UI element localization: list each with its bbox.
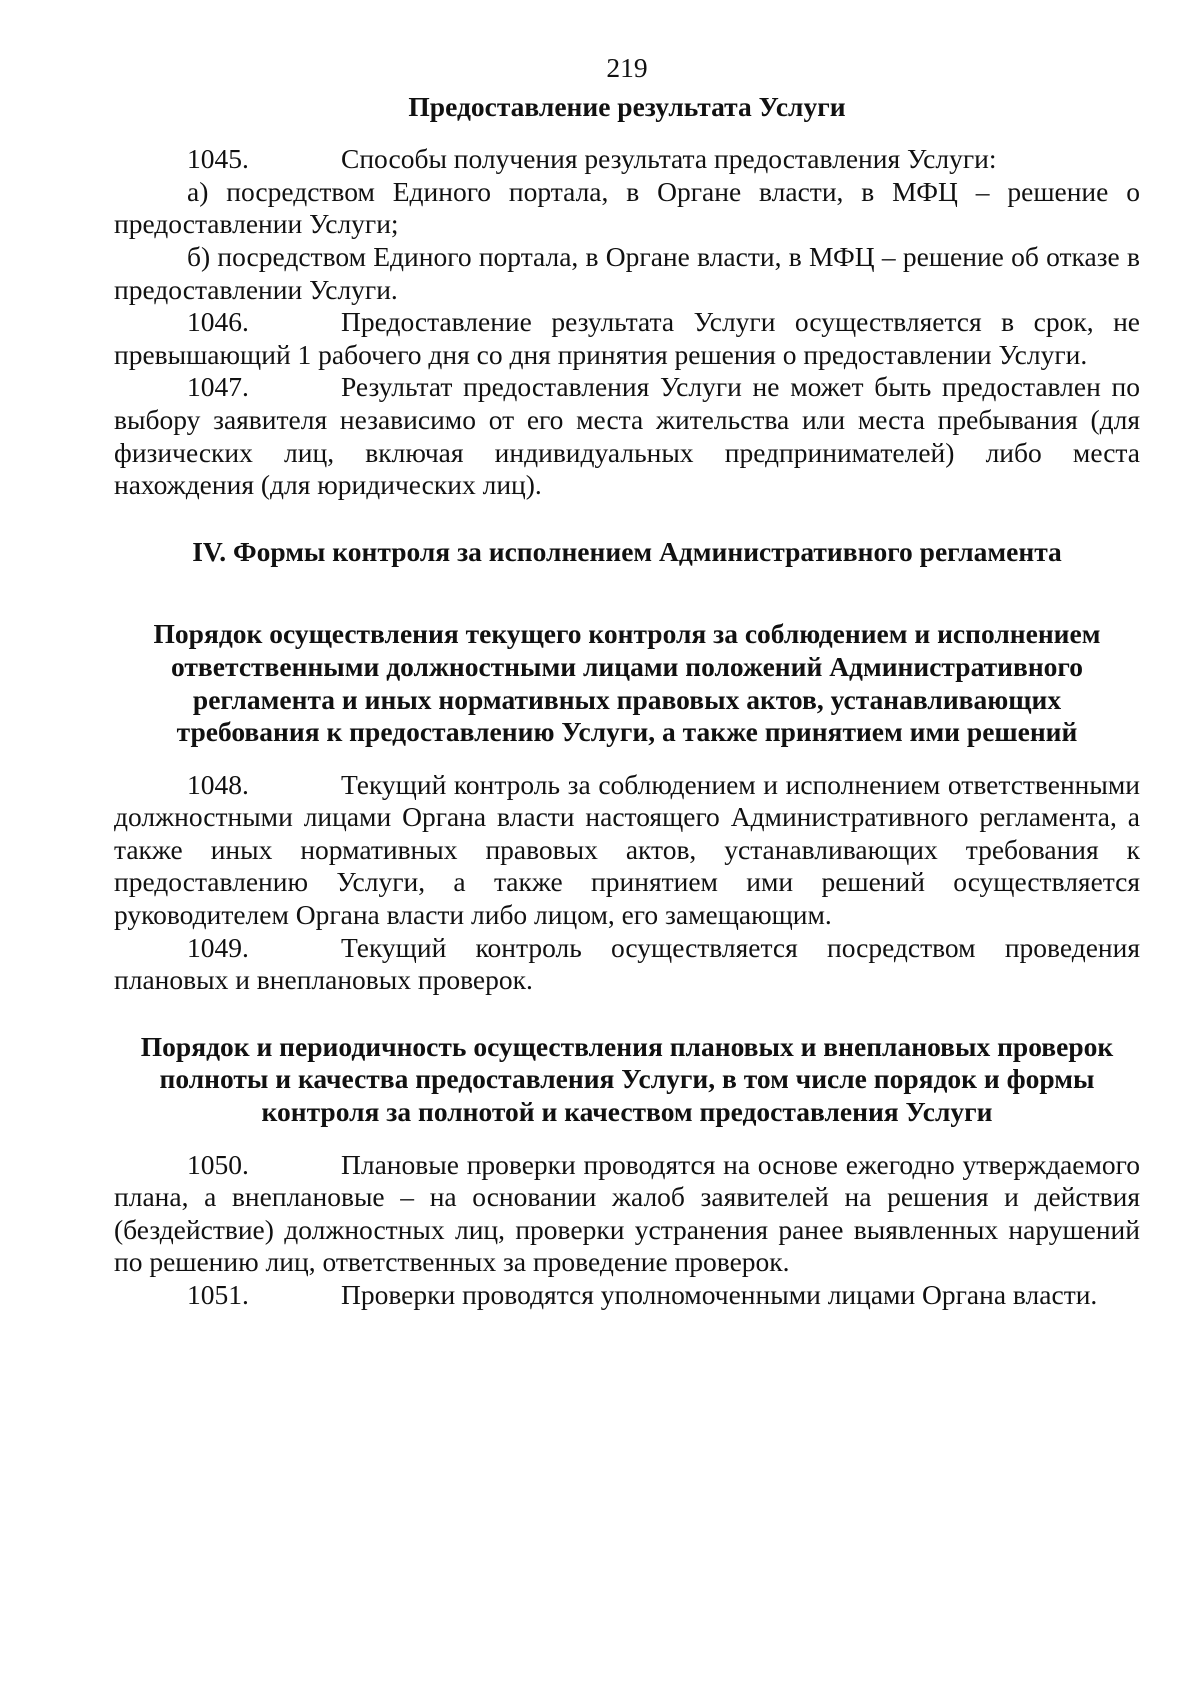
paragraph-number: 1050. [187,1148,249,1180]
paragraph-1049 [114,932,1140,997]
heading-line: контроля за полнотой и качеством предоставления Услуги [261,1096,993,1128]
section-heading-result: Предоставление результата Услуги [408,90,846,122]
paragraph-number: 1048. [187,768,249,800]
paragraph-number: 1045. [187,143,249,175]
paragraph-text: Способы получения результата предоставления Услуги: [341,143,997,175]
paragraph-1045 [114,143,1140,176]
heading-line: ответственными должностными лицами положений Административного [171,650,1083,682]
paragraph-1048 [114,769,1140,932]
heading-line: требования к предоставлению Услуги, а также принятием ими решений [176,716,1078,748]
heading-line: полноты и качества предоставления Услуги, в том числе порядок и формы [159,1063,1095,1095]
paragraph-text: а) посредством Единого портала, в Органе власти, в МФЦ – решение о предоставлении Услуги; [114,175,1140,240]
paragraph-text: Текущий контроль за соблюдением и исполнением ответственными должностными лицами Органа власти настоящего Административного регламента, а также иных нормативных правовых актов, устанавливающих требования к предоставлению Услуги, а также принятием ими решений осуществляется руководителем Органа власти либо лицом, его замещающим. [114,768,1140,931]
paragraph-text: Текущий контроль осуществляется посредством проведения плановых и внеплановых проверок. [114,931,1140,996]
paragraph-text: Плановые проверки проводятся на основе ежегодно утверждаемого плана, а внеплановые – на основании жалоб заявителей на решения и действия (бездействие) должностных лиц, проверки устранения ранее выявленных нарушений по решению лиц, ответственных за проведение проверок. [114,1148,1140,1278]
heading-line: Порядок осуществления текущего контроля за соблюдением и исполнением [153,618,1101,650]
paragraph-1045-b [114,241,1140,306]
paragraph-number: 1051. [187,1279,249,1310]
heading-line: регламента и иных нормативных правовых актов, устанавливающих [192,683,1062,715]
paragraph-text: Результат предоставления Услуги не может быть предоставлен по выбору заявителя независимо от его места жительства или места пребывания (для физических лиц, включая индивидуальных предпринимателей) либо места нахождения (для юридических лиц). [114,371,1140,501]
subsection-heading-inspections [114,1031,1140,1129]
page-number: 219 [606,52,648,83]
heading-line: Порядок и периодичность осуществления плановых и внеплановых проверок [140,1030,1114,1062]
section-heading-iv: IV. Формы контроля за исполнением Административного регламента [192,535,1062,567]
paragraph-1045-a [114,176,1140,241]
paragraph-1047 [114,371,1140,501]
paragraph-1051 [114,1279,1140,1312]
subsection-heading-current-control [114,618,1140,748]
paragraph-text: Предоставление результата Услуги осуществляется в срок, не превышающий 1 рабочего дня со дня принятия решения о предоставлении Услуги. [114,306,1140,370]
paragraph-1050 [114,1149,1140,1279]
paragraph-text: б) посредством Единого портала, в Органе власти, в МФЦ – решение об отказе в предоставлении Услуги. [114,240,1140,305]
paragraph-number: 1046. [187,306,249,338]
paragraph-number: 1047. [187,371,249,403]
paragraph-text: Проверки проводятся уполномоченными лицами Органа власти. [341,1279,1098,1310]
paragraph-number: 1049. [187,931,249,963]
paragraph-1046 [114,306,1140,371]
